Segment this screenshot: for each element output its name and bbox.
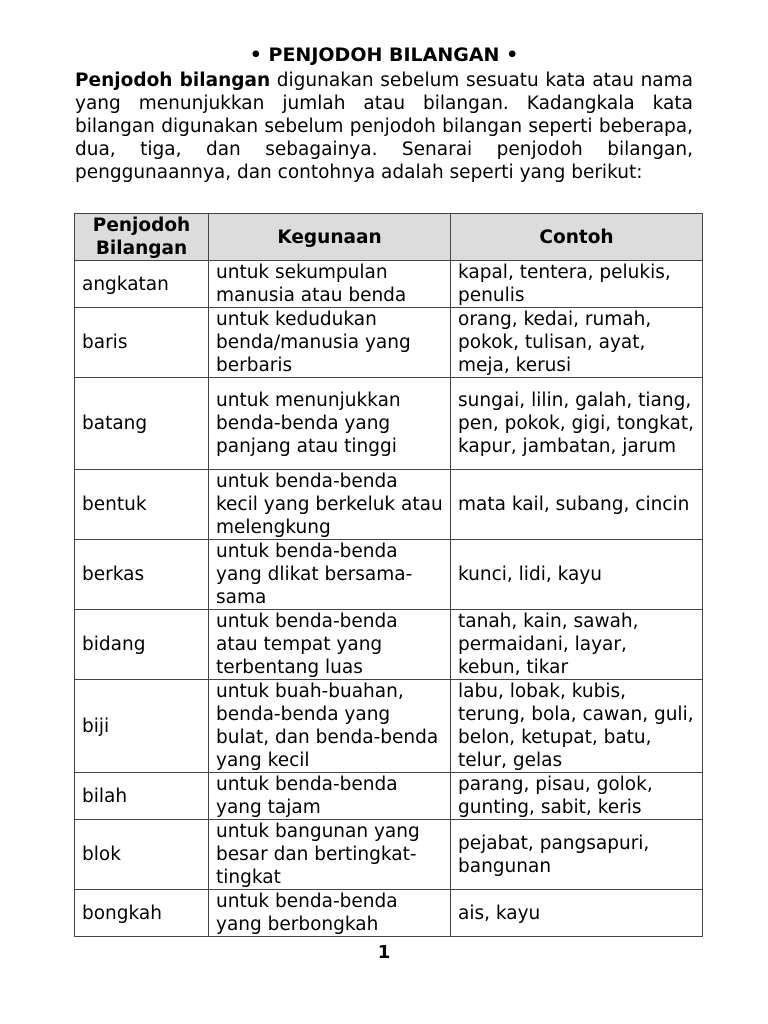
cell-penjodoh: berkas — [75, 540, 209, 610]
cell-kegunaan: untuk benda-benda atau tempat yang terbentang luas — [209, 610, 451, 680]
table-row — [75, 773, 703, 820]
cell-contoh: tanah, kain, sawah, permaidani, layar, kebun, tikar — [451, 610, 703, 680]
header-contoh: Contoh — [451, 214, 703, 261]
cell-contoh: pejabat, pangsapuri, bangunan — [451, 820, 703, 890]
table-row — [75, 261, 703, 308]
cell-penjodoh: biji — [75, 680, 209, 773]
cell-penjodoh: blok — [75, 820, 209, 890]
page-title: • PENJODOH BILANGAN • — [249, 44, 519, 66]
cell-penjodoh: bentuk — [75, 470, 209, 540]
cell-penjodoh: bongkah — [75, 890, 209, 937]
cell-kegunaan: untuk bangunan yang besar dan bertingkat-tingkat — [209, 820, 451, 890]
table-row — [75, 308, 703, 378]
table-row — [75, 610, 703, 680]
cell-contoh: kunci, lidi, kayu — [451, 540, 703, 610]
cell-kegunaan: untuk kedudukan benda/manusia yang berbaris — [209, 308, 451, 378]
table-row — [75, 680, 703, 773]
table-header-row — [75, 214, 703, 261]
intro-bold-term: Penjodoh bilangan — [75, 70, 271, 91]
header-penjodoh: Penjodoh Bilangan — [75, 214, 209, 261]
table-row — [75, 540, 703, 610]
cell-penjodoh: bidang — [75, 610, 209, 680]
intro-text: digunakan sebelum sesuatu kata atau nama yang menunjukkan jumlah atau bilangan. Kadangkala kata bilangan digunakan sebelum penjodoh bilangan seperti beberapa, dua, tiga, dan sebagainya. Senarai penjodoh bilangan, penggunaannya, dan contohnya adalah seperti yang berikut: — [75, 70, 693, 183]
header-kegunaan: Kegunaan — [209, 214, 451, 261]
cell-contoh: parang, pisau, golok, gunting, sabit, keris — [451, 773, 703, 820]
table-row — [75, 470, 703, 540]
intro-paragraph — [75, 69, 693, 184]
cell-contoh: kapal, tentera, pelukis, penulis — [451, 261, 703, 308]
cell-kegunaan: untuk menunjukkan benda-benda yang panjang atau tinggi — [209, 378, 451, 470]
cell-contoh: ais, kayu — [451, 890, 703, 937]
table-row — [75, 820, 703, 890]
cell-contoh: labu, lobak, kubis, terung, bola, cawan, guli, belon, ketupat, batu, telur, gelas — [451, 680, 703, 773]
penjodoh-table — [74, 213, 703, 937]
cell-kegunaan: untuk sekumpulan manusia atau benda — [209, 261, 451, 308]
page-number: 1 — [377, 942, 391, 963]
cell-contoh: sungai, lilin, galah, tiang, pen, pokok, gigi, tongkat, kapur, jambatan, jarum — [451, 378, 703, 470]
cell-kegunaan: untuk buah-buahan, benda-benda yang bulat, dan benda-benda yang kecil — [209, 680, 451, 773]
table-row — [75, 890, 703, 937]
cell-penjodoh: baris — [75, 308, 209, 378]
cell-penjodoh: bilah — [75, 773, 209, 820]
table-row — [75, 378, 703, 470]
cell-contoh: orang, kedai, rumah, pokok, tulisan, ayat, meja, kerusi — [451, 308, 703, 378]
cell-kegunaan: untuk benda-benda yang berbongkah — [209, 890, 451, 937]
cell-kegunaan: untuk benda-benda yang dlikat bersama-sama — [209, 540, 451, 610]
cell-penjodoh: batang — [75, 378, 209, 470]
cell-kegunaan: untuk benda-benda yang tajam — [209, 773, 451, 820]
cell-kegunaan: untuk benda-benda kecil yang berkeluk atau melengkung — [209, 470, 451, 540]
cell-contoh: mata kail, subang, cincin — [451, 470, 703, 540]
cell-penjodoh: angkatan — [75, 261, 209, 308]
